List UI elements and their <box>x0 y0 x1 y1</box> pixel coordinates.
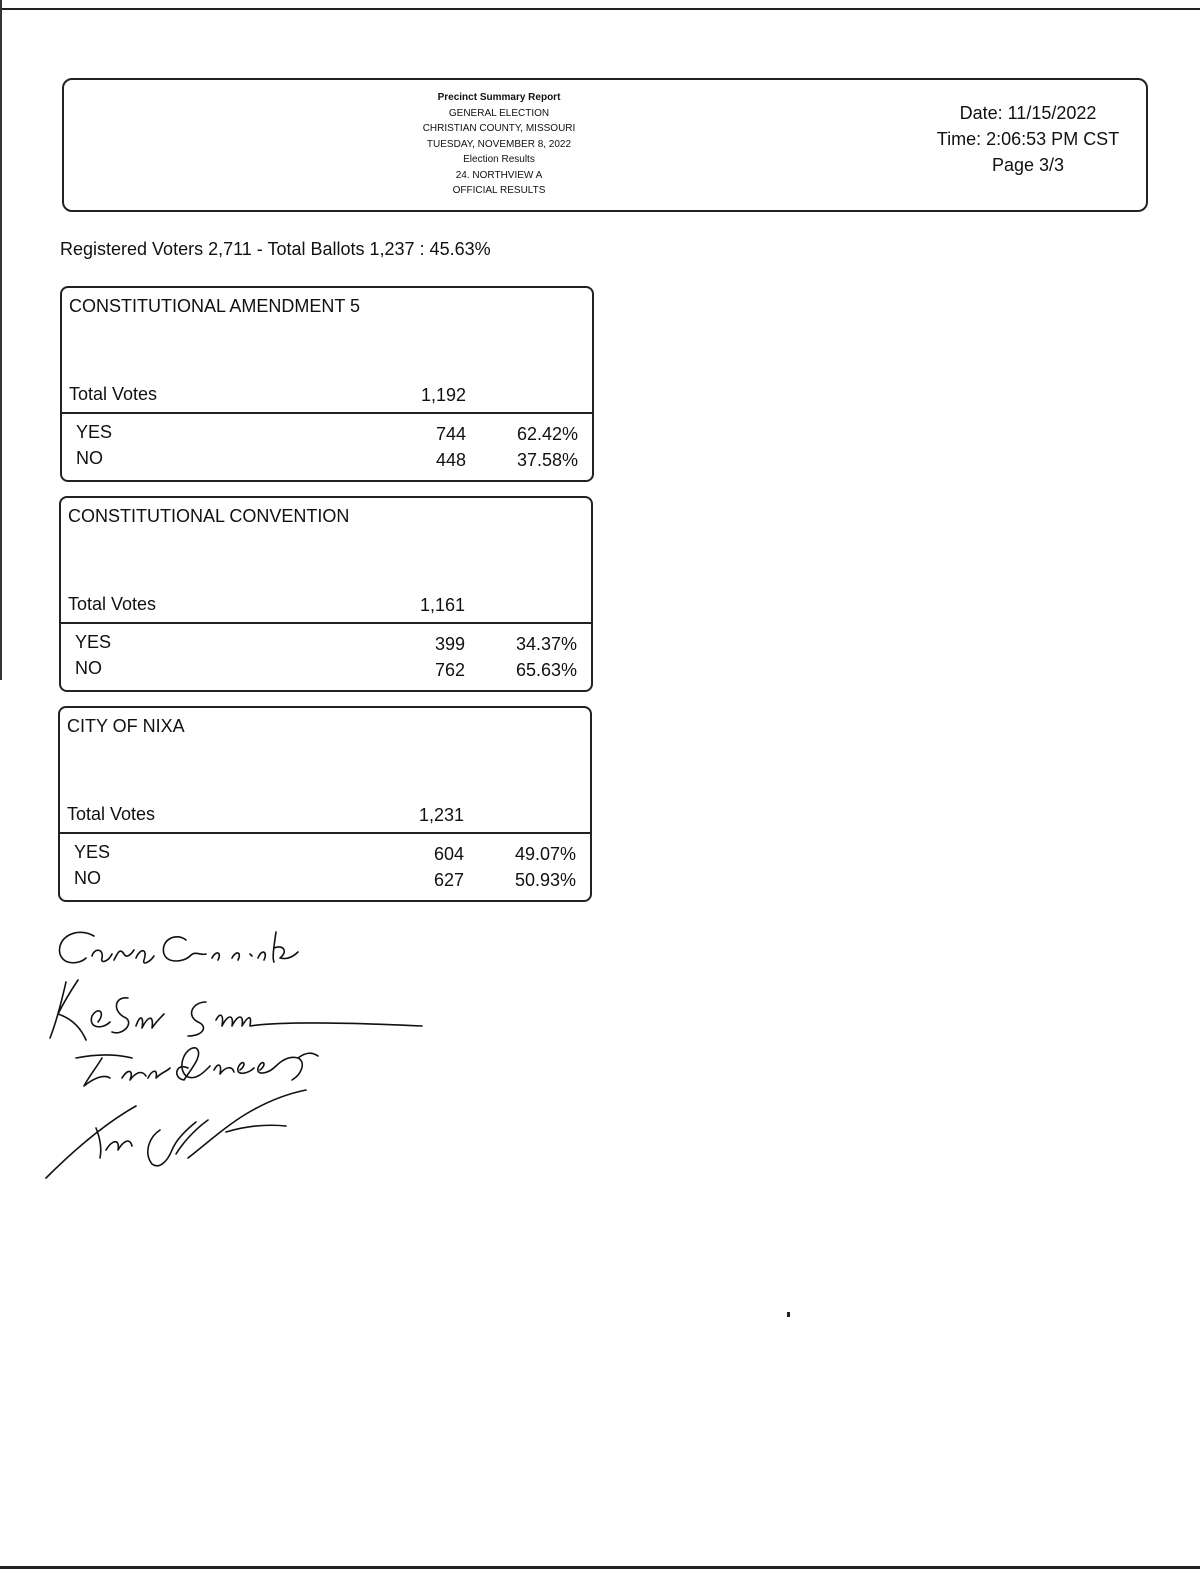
scan-edge-top <box>0 8 1200 10</box>
results-label: Election Results <box>463 154 535 165</box>
scan-edge-bottom <box>0 1566 1200 1569</box>
signature-4 <box>46 1090 306 1178</box>
choice-name: NO <box>75 658 102 678</box>
choice-name: NO <box>76 448 103 468</box>
choice-row <box>62 448 592 474</box>
choice-row <box>60 868 590 894</box>
choice-votes: 448 <box>435 450 466 470</box>
choice-percent: 65.63% <box>515 660 577 680</box>
report-meta <box>918 100 1138 178</box>
total-votes-value: 1,231 <box>418 805 464 825</box>
choice-votes: 762 <box>434 660 465 680</box>
divider <box>60 832 590 834</box>
county-name: CHRISTIAN COUNTY, MISSOURI <box>422 123 576 134</box>
total-votes-label: Total Votes <box>67 804 156 824</box>
choice-votes: 399 <box>434 634 465 654</box>
signature-1 <box>59 932 298 963</box>
contest-title: CONSTITUTIONAL AMENDMENT 5 <box>69 296 361 316</box>
contest-box <box>58 706 592 902</box>
choice-name: YES <box>76 422 113 442</box>
choice-percent: 62.42% <box>516 424 578 444</box>
page-number: Page 3/3 <box>991 155 1065 175</box>
total-votes-label: Total Votes <box>68 594 157 614</box>
choice-percent: 50.93% <box>514 870 576 890</box>
total-votes-label: Total Votes <box>69 384 158 404</box>
choice-row <box>61 658 591 684</box>
turnout-summary: Registered Voters 2,711 - Total Ballots 1,237 : 45.63% <box>60 239 491 259</box>
scan-edge-left <box>0 0 2 680</box>
signature-2 <box>50 980 422 1040</box>
report-date: Date: 11/15/2022 <box>959 103 1097 123</box>
scan-speck <box>787 1312 790 1317</box>
divider <box>62 412 592 414</box>
choice-name: YES <box>74 842 111 862</box>
report-time: Time: 2:06:53 PM CST <box>936 129 1120 149</box>
contest-title: CONSTITUTIONAL CONVENTION <box>68 506 350 526</box>
choice-votes: 627 <box>433 870 464 890</box>
choice-percent: 49.07% <box>514 844 576 864</box>
report-title: Precinct Summary Report <box>437 92 561 103</box>
report-header <box>62 78 1148 212</box>
election-date: TUESDAY, NOVEMBER 8, 2022 <box>426 138 572 150</box>
signature-3 <box>76 1048 318 1086</box>
choice-row <box>60 842 590 868</box>
contest-title: CITY OF NIXA <box>67 716 185 736</box>
choice-row <box>61 632 591 658</box>
total-votes-value: 1,161 <box>419 595 465 615</box>
report-title-block <box>374 90 624 199</box>
divider <box>61 622 591 624</box>
total-votes-value: 1,192 <box>420 385 466 405</box>
choice-name: YES <box>75 632 112 652</box>
choice-percent: 34.37% <box>515 634 577 654</box>
official-label: OFFICIAL RESULTS <box>452 185 546 196</box>
contest-box <box>60 286 594 482</box>
choice-row <box>62 422 592 448</box>
precinct-name: 24. NORTHVIEW A <box>455 169 543 181</box>
choice-votes: 604 <box>433 844 464 864</box>
signatures <box>36 918 436 1188</box>
election-name: GENERAL ELECTION <box>448 107 550 119</box>
choice-percent: 37.58% <box>516 450 578 470</box>
choice-name: NO <box>74 868 101 888</box>
contest-box <box>59 496 593 692</box>
choice-votes: 744 <box>435 424 466 444</box>
